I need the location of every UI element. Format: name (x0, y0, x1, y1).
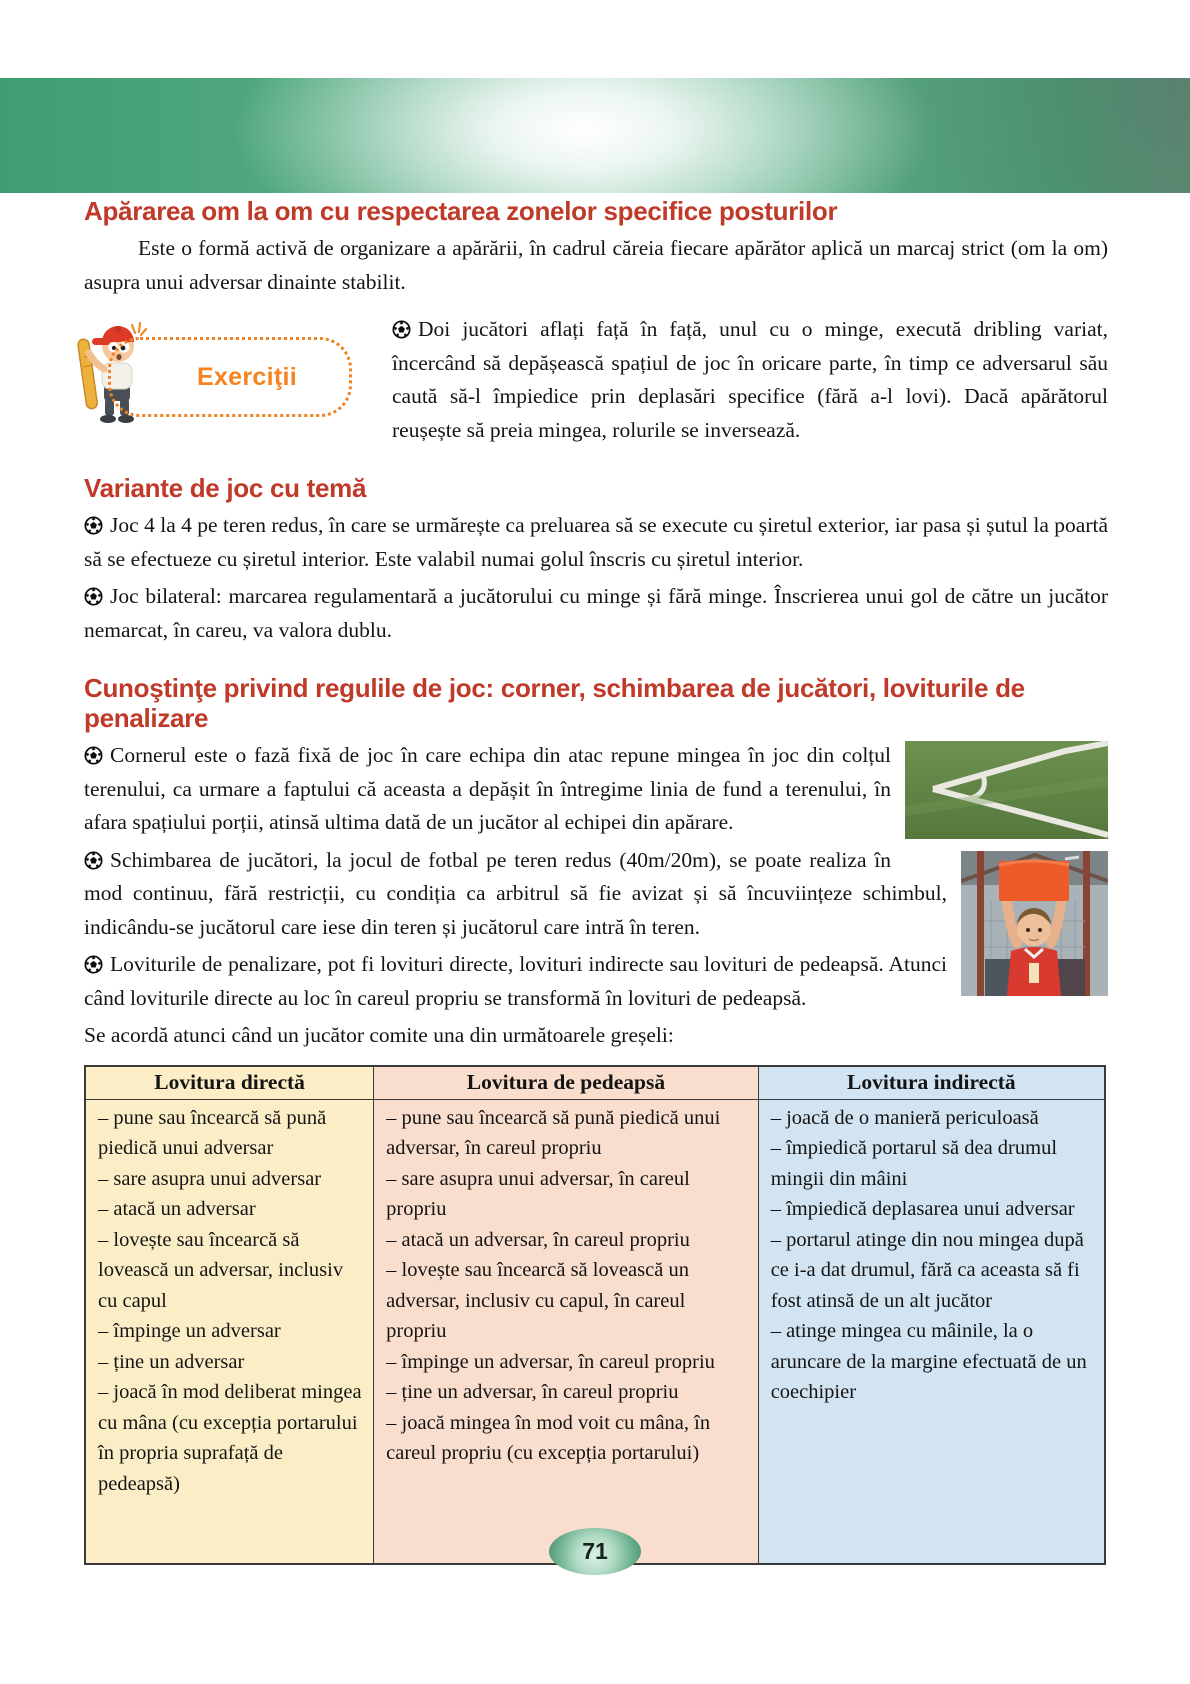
exercises-box (108, 337, 352, 417)
rule-text-penalties: Loviturile de penalizare, pot fi lovituri directe, lovituri indirecte sau lovituri de pedeapsă. Atunci când loviturile directe au loc în careul propriu se transformă în lovituri de pedeapsă. (84, 952, 947, 1010)
section-heading-defense: Apărarea om la om cu respectarea zonelor specifice posturilor (84, 196, 838, 226)
variant-text-1: Joc 4 la 4 pe teren redus, în care se urmărește ca preluarea să se execute cu șiretul exterior, iar pasa și șutul la poartă să se efectueze cu șiretul interior. Este valabil numai golul înscris cu șiretul interior. (84, 513, 1108, 571)
field-corner-photo (905, 741, 1108, 839)
table-body-row (85, 1099, 1105, 1564)
soccer-ball-icon (84, 587, 103, 606)
table-cell-item: – joacă de o manieră periculoasă (770, 1106, 1039, 1129)
table-cell-item: – lovește sau încearcă să lovească un adversar, inclusiv cu capul, în careul propriu (386, 1259, 689, 1342)
rule-text-corner: Cornerul este o fază fixă de joc în care echipa din atac repune mingea în joc din colțul terenului, ca urmare a faptului că aceasta a depășit în întregime linia de fund a terenului, în afara spațiului porții, atinsă ultima dată de un jucător al echipei din apărare. (84, 743, 891, 834)
variant-text-2: Joc bilateral: marcarea regulamentară a jucătorului cu minge și fără minge. Înscrierea unui gol de către un jucător nemarcat, în careu, va valora dublu. (84, 584, 1108, 642)
exercises-badge (84, 311, 374, 429)
soccer-ball-icon (84, 746, 103, 765)
table-cell-item: – împinge un adversar (98, 1320, 281, 1342)
rule-paragraph-substitution (84, 844, 1108, 945)
table-cell-item: – atinge mingea cu mâinile, la o aruncare de la margine efectuată de un coechipier (770, 1320, 1087, 1403)
table-cell-penalty-kick (374, 1099, 759, 1564)
header-band (0, 78, 1190, 193)
table-cell-item: – atacă un adversar (98, 1198, 256, 1220)
table-cell-item: – pune sau încearcă să pună piedică unui adversar (98, 1106, 327, 1159)
table-header-row (85, 1066, 1105, 1100)
soccer-ball-icon (84, 955, 103, 974)
section-heading-variants: Variante de joc cu temă (84, 473, 367, 503)
table-cell-item: – ține un adversar, în careul propriu (386, 1381, 679, 1403)
intro-paragraph: Este o formă activă de organizare a apărării, în cadrul căreia fiecare apărător aplică un marcaj strict (om la om) asupra unui adversar dinainte stabilit. (84, 236, 1108, 294)
table-cell-item: – joacă mingea în mod voit cu mâna, în careul propriu (cu excepția portarului) (386, 1411, 711, 1464)
table-cell-item: – sare asupra unui adversar, în careul propriu (386, 1167, 690, 1220)
soccer-ball-icon (84, 851, 103, 870)
table-cell-item: – ține un adversar (98, 1350, 245, 1373)
table-cell-item: – portarul atinge din nou mingea după ce i-a dat drumul, fără ca aceasta să fi fost atinsă de un alt jucător (770, 1228, 1084, 1312)
table-cell-item: – sare asupra unui adversar (98, 1167, 322, 1190)
rule-paragraph-penalties (84, 948, 1108, 1015)
page-number-badge (549, 1528, 641, 1575)
table-cell-item: – atacă un adversar, în careul propriu (386, 1228, 690, 1251)
table-cell-indirect-kick (758, 1099, 1105, 1564)
table-header-indirect-kick: Lovitura indirectă (758, 1066, 1105, 1100)
table-header-penalty-kick: Lovitura de pedeapsă (374, 1066, 759, 1100)
fouls-note: Se acordă atunci când un jucător comite una din următoarele greșeli: (84, 1023, 674, 1047)
table-cell-item: – pune sau încearcă să pună piedică unui adversar, în careul propriu (386, 1106, 721, 1159)
table-cell-item: – împiedică portarul să dea drumul mingii din mâini (770, 1137, 1058, 1190)
variant-paragraph-1 (84, 509, 1108, 576)
table-cell-item: – împiedică deplasarea unui adversar (770, 1198, 1075, 1220)
variant-paragraph-2 (84, 580, 1108, 647)
exercises-label: Exerciţii (197, 362, 297, 391)
soccer-ball-icon (392, 320, 411, 339)
exercise-section (84, 311, 1108, 447)
soccer-ball-icon (84, 516, 103, 535)
table-cell-item: – joacă în mod deliberat mingea cu mâna (cu excepția portarului în propria suprafață de pedeapsă) (98, 1381, 362, 1495)
exercise-text: Doi jucători aflați față în față, unul cu o minge, execută dribling variat, încercând să depășească spațiul de joc în oricare parte, în timp ce adversarul său caută să-l împiedice prin deplasări specifice (fără a-l lovi). Dacă apărătorul reușește să preia mingea, rolurile se inversează. (392, 317, 1108, 442)
page-number: 71 (582, 1538, 608, 1564)
section-heading-rules: Cunoştinţe privind regulile de joc: corner, schimbarea de jucători, loviturile de penalizare (84, 673, 1025, 733)
rule-text-substitution: Schimbarea de jucători, la jocul de fotbal pe teren redus (40m/20m), se poate realiza în mod continuu, fără restricții, cu condiția ca arbitrul să fie avizat și să încuviințeze schimbul, indicându-se jucătorul care iese din teren și jucătorul care intră în teren. (84, 847, 947, 939)
table-cell-direct-kick (85, 1099, 374, 1564)
rules-section (84, 739, 1108, 1053)
table-cell-item: – lovește sau încearcă să lovească un adversar, inclusiv cu capul (98, 1228, 344, 1312)
boy-with-orange-flag-photo (961, 851, 1108, 996)
table-cell-item: – împinge un adversar, în careul propriu (386, 1350, 715, 1373)
page-content (84, 196, 1108, 1565)
fouls-table (84, 1065, 1106, 1565)
exercise-paragraph (392, 313, 1108, 447)
table-header-direct-kick: Lovitura directă (85, 1066, 374, 1100)
